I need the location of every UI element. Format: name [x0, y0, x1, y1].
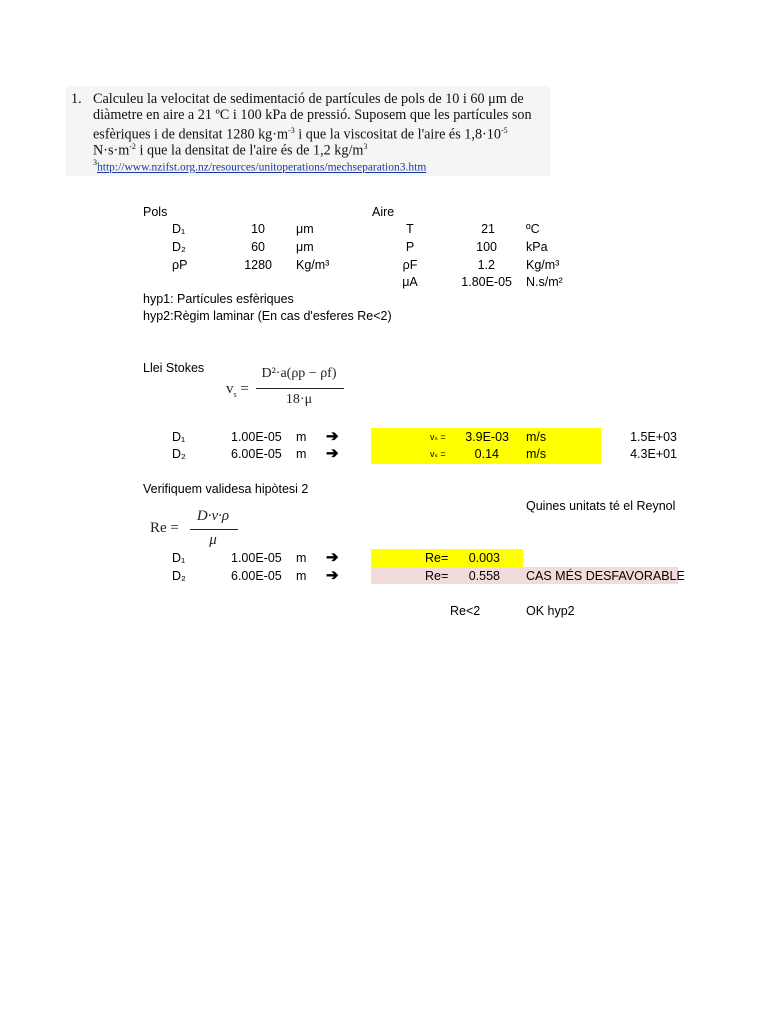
stokes-d2-vs-label: vₛ = [430, 449, 446, 459]
aire-value-mu: 1.80E-05 [461, 275, 512, 289]
re-d1-label: D₁ [172, 551, 186, 565]
pols-unit-d2: μm [296, 240, 314, 254]
stokes-d2-unit: m [296, 447, 307, 461]
stokes-d1-vs: 3.9E-03 [465, 430, 509, 444]
stokes-d2-vs: 0.14 [474, 447, 499, 461]
reynolds-question: Quines unitats té el Reynol [526, 499, 676, 513]
aire-label-mu: μA [402, 275, 418, 289]
aire-header: Aire [372, 205, 395, 219]
hypothesis-1: hyp1: Partícules esfèriques [143, 292, 294, 306]
re-d1-re-label: Re= [425, 551, 449, 565]
stokes-d1-label: D₁ [172, 430, 186, 444]
pols-value-d1: 10 [251, 222, 265, 236]
aire-value-p: 100 [476, 240, 497, 254]
stokes-d1-diam: 1.00E-05 [231, 430, 282, 444]
reference-link[interactable]: http://www.nzifst.org.nz/resources/unitoperations/mechseparation3.htm [97, 161, 427, 174]
reynolds-fraction-bar [190, 529, 238, 530]
problem-reference: $^3$http://www.nzifst.org.nz/resources/unitoperations/mechseparation3.htm [93, 158, 427, 174]
re-d2-label: D₂ [172, 569, 186, 583]
aire-label-p: P [405, 240, 415, 254]
stokes-d1-unit: m [296, 430, 307, 444]
re-d1-unit: m [296, 551, 307, 565]
problem-line-1: Calculeu la velocitat de sedimentació de partícules de pols de 10 i 60 μm de [93, 91, 524, 107]
stokes-d1-extra: 1.5E+03 [630, 430, 677, 444]
stokes-d2-label: D₂ [172, 447, 186, 461]
pols-label-rhop: ρP [172, 258, 188, 272]
aire-unit-p: kPa [526, 240, 548, 254]
arrow-right-icon: ➔ [326, 549, 339, 566]
reynolds-denominator: μ [209, 532, 217, 548]
stokes-d2-extra: 4.3E+01 [630, 447, 677, 461]
stokes-d1-vs-label: vₛ = [430, 432, 446, 442]
aire-unit-t: ºC [526, 222, 540, 236]
re-d2-unit: m [296, 569, 307, 583]
problem-line-4: $N\cdot s\cdot m^{-2}$ i que la densitat de l'aire és de 1,2 $kg/m^3$ [93, 142, 368, 159]
aire-value-rhof: 1.2 [477, 258, 495, 272]
reynolds-lhs: Re = [150, 520, 179, 536]
pols-value-rhop: 1280 [244, 258, 272, 272]
re-d2-re-label: Re= [425, 569, 449, 583]
problem-line-3: esfèriques i de densitat 1280 $kg\cdot m^{-3}$ i que la viscositat de l'aire és $1,8\cdot 10^{-5}$ [93, 126, 508, 143]
problem-number: 1. [71, 91, 82, 107]
stokes-denominator: 18·μ [285, 392, 313, 407]
pols-value-d2: 60 [251, 240, 265, 254]
pols-header: Pols [143, 205, 168, 219]
stokes-numerator: D²·a(ρp − ρf) [261, 366, 337, 381]
pols-label-d2: D₂ [172, 240, 186, 254]
aire-unit-rhof: Kg/m³ [526, 258, 560, 272]
reynolds-condition: Re<2 [450, 604, 481, 618]
pols-unit-d1: μm [296, 222, 314, 236]
re-d1-value: 0.003 [468, 551, 500, 565]
re-d1-diam: 1.00E-05 [231, 551, 282, 565]
re-d2-value: 0.558 [468, 569, 500, 583]
worst-case-note: CAS MÉS DESFAVORABLE [526, 569, 685, 583]
aire-label-rhof: ρF [402, 258, 418, 272]
problem-line-2: diàmetre en aire a 21 ºC i 100 kPa de pressió. Suposem que les partícules son [93, 107, 532, 123]
stokes-fraction-bar [256, 388, 344, 389]
aire-value-t: 21 [481, 222, 495, 236]
arrow-right-icon: ➔ [326, 567, 339, 584]
stokes-lhs: $v_s$ = [226, 381, 249, 399]
pols-unit-rhop: Kg/m³ [296, 258, 330, 272]
hypothesis-2: hyp2:Règim laminar (En cas d'esferes Re<2) [143, 309, 392, 323]
stokes-d2-diam: 6.00E-05 [231, 447, 282, 461]
stokes-formula [222, 362, 347, 412]
re-d2-diam: 6.00E-05 [231, 569, 282, 583]
problem-statement [66, 86, 550, 176]
pols-label-d1: D₁ [172, 222, 186, 236]
verify-label: Verifiquem validesa hipòtesi 2 [143, 482, 309, 496]
arrow-right-icon: ➔ [326, 428, 339, 445]
arrow-right-icon: ➔ [326, 445, 339, 462]
aire-unit-mu: N.s/m² [526, 275, 563, 289]
aire-label-t: T [406, 222, 414, 236]
reynolds-formula [148, 508, 248, 554]
hypothesis-result: OK hyp2 [526, 604, 575, 618]
reynolds-numerator: D·v·ρ [196, 508, 230, 524]
stokes-label: Llei Stokes [143, 361, 205, 375]
stokes-d2-vs-unit: m/s [526, 447, 547, 461]
stokes-d1-vs-unit: m/s [526, 430, 547, 444]
